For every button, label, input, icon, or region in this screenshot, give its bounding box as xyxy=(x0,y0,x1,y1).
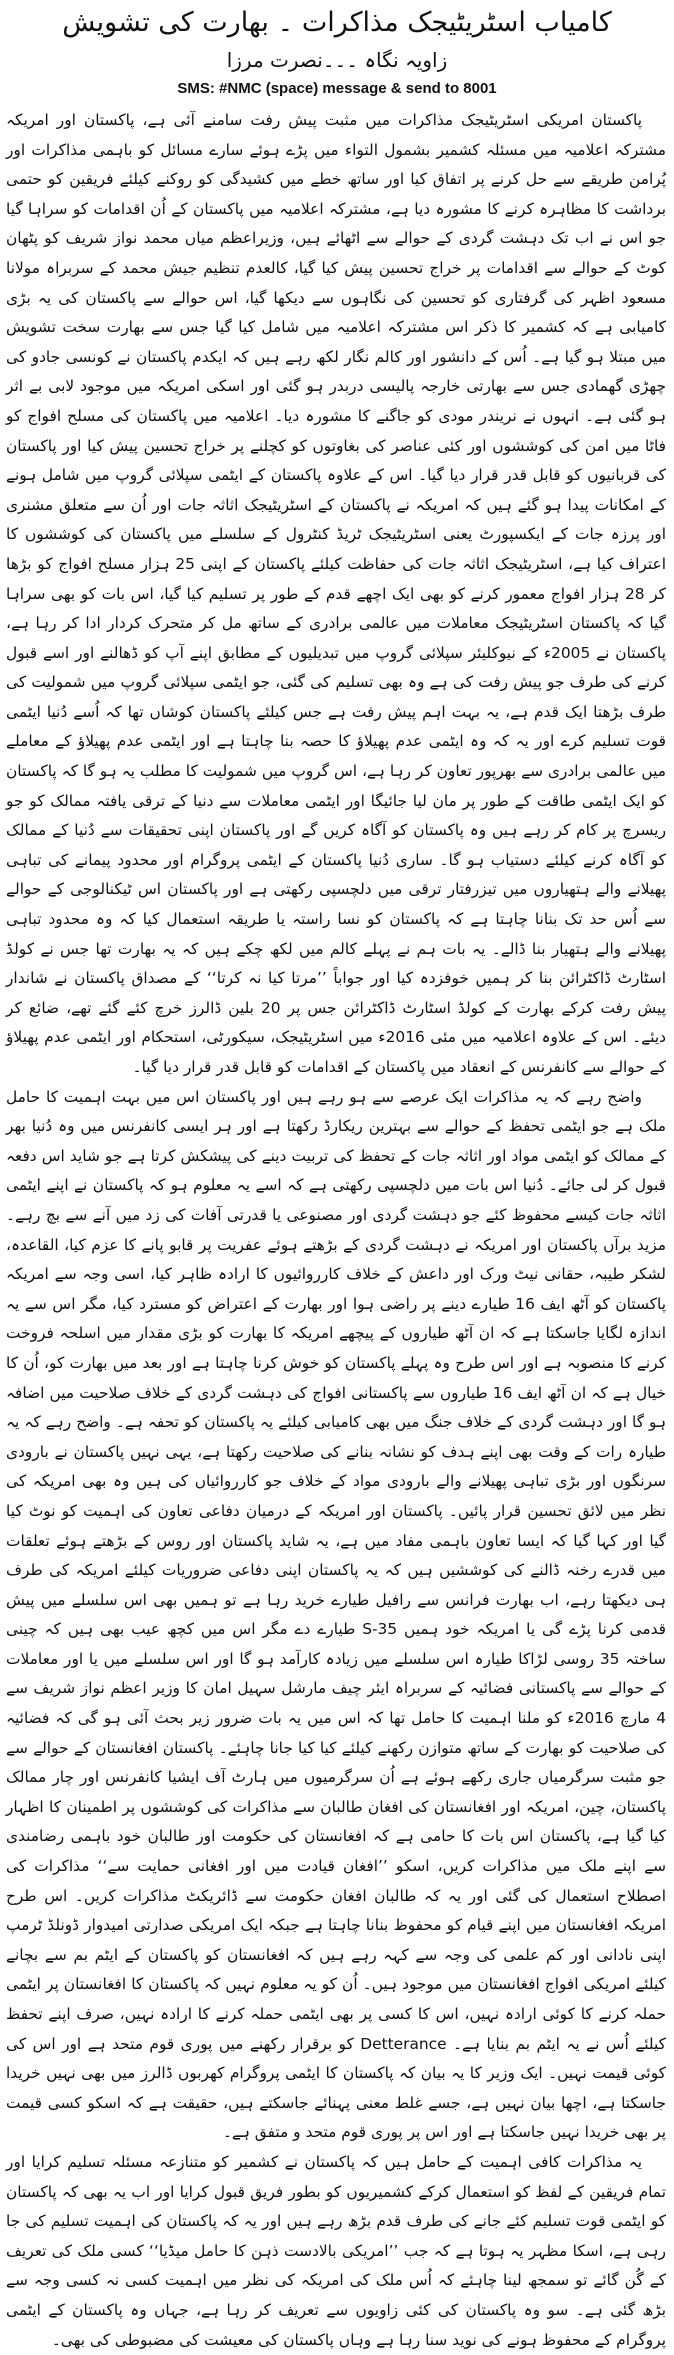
author-byline: زاویہ نگاہ ۔۔۔نصرت مرزا xyxy=(226,48,448,72)
article-paragraph: یہ مذاکرات کافی اہمیت کے حامل ہیں کہ پاکستان نے کشمیر کو متنازعہ مسئلہ تسلیم کرایا اور تمام فریقین کے لفظ کو استعمال کرکے کشمیریوں کو بطور فریق قبول کرایا اور اب یہ بھی کہ پاکستان کو ایٹمی قوت تسلیم کئے جانے کی طرف قدم بڑھ رہے ہیں اور یہ کہ پاکستان کی اہمیت تسلیم کی جا رہی ہے، اسکا مظہر یہ ہوتا ہے کہ جب ’’امریکی بالادست ذہن کا حامل میڈیا‘‘ کسی ملک کی تعریف کے گُن گائے تو سمجھ لینا چاہئے کہ اُس ملک کی امریکہ کی نظر میں اہمیت کسی نہ کسی وجہ سے بڑھ گئی ہے۔ سو وہ پاکستان کی کئی زاویوں سے تعریف کر رہا ہے، جہاں وہ پاکستان کے ایٹمی پروگرام کے محفوظ ہونے کی نوید سنا رہا ہے وہاں پاکستان کی معیشت کی مضبوطی کی بھی۔ xyxy=(6,2152,666,2349)
article-body xyxy=(6,106,667,2349)
sms-notice: SMS: #NMC (space) message & send to 8001 xyxy=(177,80,497,97)
article-title: کامیاب اسٹریٹیجک مذاکرات ۔ بھارت کی تشویش xyxy=(62,7,612,38)
article-paragraph: پاکستان امریکی اسٹریٹیجک مذاکرات میں مثبت پیش رفت سامنے آئی ہے، پاکستان اور امریکہ مشترکہ اعلامیہ میں مسئلہ کشمیر بشمول التواء میں پڑے ہوئے سارے مسائل کو باہمی مذاکرات اور پُرامن طریقے سے حل کرنے پر اتفاق کیا اور ساتھ خطے میں کشیدگی کو روکنے کیلئے فریقین کو حتمی برداشت کا مظاہرہ کرنے کا مشورہ دیا ہے، مشترکہ اعلامیہ میں پاکستان کے اُن اقدامات کو سراہا گیا جو اس نے اب تک دہشت گردی کے حوالے سے اٹھائے ہیں، وزیراعظم میاں محمد نواز شریف کو پٹھان کوٹ کے حوالے سے اقدامات پر خراج تحسین پیش کیا گیا، کالعدم تنظیم جیش محمد کے سربراہ مولانا مسعود اظہر کی گرفتاری کو تحسین کی نگاہوں سے دیکھا گیا، اس حوالے سے پاکستان کی یہ بڑی کامیابی ہے کہ کشمیر کا ذکر اس مشترکہ اعلامیہ میں شامل کیا گیا جس سے بھارت سخت تشویش میں مبتلا ہو گیا ہے۔ اُس کے دانشور اور کالم نگار لکھ رہے ہیں کہ ایکدم پاکستان نے کونسی جادو کی چھڑی گھمادی جس سے بھارتی خارجہ پالیسی دربدر ہو گئی اور اسکی امریکہ میں موجود لابی بے اثر ہو گئی ہے۔ انہوں نے نریندر مودی کو جاگنے کا مشورہ دیا۔ اعلامیہ میں پاکستان کی مسلح افواج کو فاٹا میں امن کی کوششوں اور کئی عناصر کی بغاوتوں کو کچلنے پر خراج تحسین پیش کیا اور پاکستان کی قربانیوں کو قابل قدر قرار دیا گیا۔ اس کے علاوہ پاکستان کے ایٹمی سپلائی گروپ میں شامل ہونے کے امکانات پیدا ہو گئے ہیں کہ امریکہ نے پاکستان کے اسٹریٹیجک اثاثہ جات اور اُن سے متعلق مشنری اور پرزہ جات کے ایکسپورٹ یعنی اسٹریٹیجک ٹریڈ کنٹرول کے سلسلے میں پاکستان کی کوششوں کا اعتراف کیا ہے، اسٹریٹیجک اثاثہ جات کی حفاظت کیلئے پاکستان کے اپنی 25 ہزار مسلح افواج کو بڑھا کر 28 ہزار افواج معمور کرنے کو بھی ایک اچھے قدم کے طور پر تسلیم کیا گیا، اس بات کو بھی سراہا گیا کہ پاکستان اسٹریٹیجک معاملات میں عالمی برادری کے ساتھ مل کر متحرک کردار ادا کر رہا ہے، پاکستان نے 2005ء کے نیوکلیئر سپلائی گروپ میں تبدیلیوں کے مطابق اپنے آپ کو ڈھالنے اور اسے قبول کرنے کی طرف جو پیش رفت کی ہے وہ بھی تسلیم کی گئی، جو ایٹمی سپلائی گروپ میں شمولیت کی طرف بڑھتا ایک قدم ہے، یہ بہت اہم پیش رفت ہے جس کیلئے پاکستان کوشاں تھا کہ اُسے دُنیا ایٹمی قوت تسلیم کرے اور یہ کہ وہ ایٹمی عدم پھیلاؤ کا حصہ بنا چاہتا ہے اور ایٹمی عدم پھیلاؤ کے معاملے میں عالمی برادری سے بھرپور تعاون کر رہا ہے، اس گروپ میں شمولیت کا مطلب یہ ہو گا کہ پاکستان کو ایک ایٹمی طاقت کے طور پر مان لیا جائیگا اور ایٹمی معاملات سے دنیا کے ترقی یافتہ ممالک کو جو ریسرچ پر کام کر رہے ہیں وہ پاکستان کو آگاہ کریں گے اور پاکستان اپنی تحقیقات سے دُنیا کے ممالک کو آگاہ کرنے کیلئے دستیاب ہو گا۔ ساری دُنیا پاکستان کے ایٹمی پروگرام اور محدود پیمانے کی تباہی پھیلانے والے ہتھیاروں میں تیزرفتار ترقی میں دلچسپی رکھتی ہے اور پاکستان اس ٹیکنالوجی کے حوالے سے اُس حد تک بنانا چاہتا ہے کہ پاکستان کو نسا راستہ یا طریقہ استعمال کیا کہ وہ محدود تباہی پھیلانے والے ہتھیار بنا ڈالے۔ یہ بات ہم نے پہلے کالم میں لکھ چکے ہیں کہ یہ بھارت تھا جس نے کولڈ اسٹارٹ ڈاکٹرائن بنا کر ہمیں خوفزدہ کیا اور جواباً ’’مرتا کیا نہ کرتا‘‘ کے مصداق پاکستان نے شاندار پیش رفت کرکے بھارت کے کولڈ اسٹارٹ ڈاکٹرائن جس پر 20 بلین ڈالرز خرچ کئے گئے تھے، ضائع کر دیئے۔ اس کے علاوہ اعلامیہ میں مئی 2016ء میں اسٹریٹیجک، سیکورٹی، استحکام اور ایٹمی عدم پھیلاؤ کے حوالے سے کانفرنس کے انعقاد میں پاکستان کے اقدامات کو قابل قدر قرار دیا گیا۔ xyxy=(6,111,667,1076)
article-paragraph: واضح رہے کہ یہ مذاکرات ایک عرصے سے ہو رہے ہیں اور پاکستان اس میں بہت اہمیت کا حامل ملک ہے جو ایٹمی تحفظ کے حوالے سے بہترین ریکارڈ رکھتا ہے اور ہر ایسی کانفرنس میں وہ دُنیا بھر کے ممالک کو ایٹمی مواد اور اثاثہ جات کے تحفظ کی تربیت دینے کی پیشکش کرتا ہے جو شاید اس دفعہ قبول کر لی جائے۔ دُنیا اس بات میں دلچسپی رکھتی ہے کہ اسے یہ معلوم ہو کہ پاکستان نے اپنے ایٹمی اثاثہ جات کیسے محفوظ کئے جو دہشت گردی اور مصنوعی یا قدرتی آفات کی زد میں آنے سے بچ رہے۔ مزید برآں پاکستان اور امریکہ نے دہشت گردی کے بڑھتے ہوئے عفریت پر قابو پانے کا عزم کیا، القاعدہ، لشکر طیبہ، حقانی نیٹ ورک اور داعش کے خلاف کارروائیوں کا ارادہ ظاہر کیا، اسی وجہ سے امریکہ پاکستان کو آٹھ ایف 16 طیارے دینے پر راضی ہوا اور بھارت کے اعتراض کو مسترد کیا، مگر اس سے یہ اندازہ لگایا جاسکتا ہے کہ ان آٹھ طیاروں کے پیچھے امریکہ کا بھارت کو بڑی مقدار میں اسلحہ فروخت کرنے کا منصوبہ ہے اور اس طرح وہ پہلے پاکستان کو خوش کرنا چاہتا ہے اور بعد میں بھارت کو، اُن کا خیال ہے کہ ان آٹھ ایف 16 طیاروں سے پاکستانی افواج کی دہشت گردی کے خلاف صلاحیت میں اضافہ ہو گا اور دہشت گردی کے خلاف جنگ میں بھی کامیابی کیلئے یہ پاکستان کو تحفہ ہے۔ واضح رہے کہ یہ طیارہ رات کے وقت بھی اپنے ہدف کو نشانہ بنانے کی صلاحیت رکھتا ہے، یہی نہیں پاکستان نے بارودی سرنگوں اور بڑی تباہی پھیلانے والے بارودی مواد کے خلاف جو کارروائیاں کی ہیں وہ بھی امریکہ کی نظر میں لائق تحسین قرار پائیں۔ پاکستان اور امریکہ کے درمیان دفاعی تعاون کی اہمیت کو نوٹ کیا گیا اور کہا گیا کہ ایسا تعاون باہمی مفاد میں ہے، یہ شاید پاکستان اور روس کے بڑھتے ہوئے تعلقات میں قدرے رخنہ ڈالنے کی کوششیں ہیں کہ یہ پاکستان اپنی دفاعی ضروریات کیلئے امریکہ کی طرف ہی دیکھتا رہے، اب بھارت فرانس سے رافیل طیارے خرید رہا ہے تو ہمیں بھی اس سلسلے میں پیش قدمی کرنا پڑے گی یا امریکہ خود ہمیں S-35 طیارے دے مگر اس میں کچھ عیب بھی ہیں کہ چینی ساختہ 35 روسی لڑاکا طیارہ اس سلسلے میں زیادہ کارآمد ہو گا اور اس سلسلے میں یا اور معاملات کے حوالے سے پاکستانی فضائیہ کے سربراہ ایئر چیف مارشل سہیل امان کا وزیر اعظم نواز شریف سے 4 مارچ 2016ء کو ملنا اہمیت کا حامل تھا کہ اس میں یہ بات ضرور زیر بحث آئی ہو گی کہ فضائیہ کی صلاحیت کو بھارت کے ساتھ متوازن رکھنے کیلئے کیا کیا جانا چاہئے۔ پاکستان افغانستان کے حوالے سے جو مثبت سرگرمیاں جاری رکھے ہوئے ہے اُن سرگرمیوں میں ہارٹ آف ایشیا کانفرنس اور چار ممالک پاکستان، چین، امریکہ اور افغانستان کی افغان طالبان سے مذاکرات کی کوششوں پر اطمینان کا اظہار کیا گیا ہے، پاکستان اس بات کا حامی ہے کہ افغانستان کی حکومت اور طالبان خود باہمی رضامندی سے اپنے ملک میں مذاکرات کریں، اسکو ’’افغان قیادت میں اور افغانی حمایت سے‘‘ مذاکرات کی اصطلاح استعمال کی گئی اور یہ کہ طالبان افغان حکومت سے ڈائریکٹ مذاکرات کریں۔ اس طرح امریکہ افغانستان میں اپنے قیام کو محفوظ بنانا چاہتا ہے جبکہ ایک امریکی صدارتی امیدوار ڈونلڈ ٹرمپ اپنی نادانی اور کم علمی کی وجہ سے کہہ رہے ہیں کہ افغانستان کو پاکستان کے ایٹم بم سے بچانے کیلئے امریکی افواج افغانستان میں موجود ہیں۔ اُن کو یہ معلوم نہیں کہ پاکستان کا افغانستان پر ایٹمی حملہ کرنے کا کوئی ارادہ نہیں، اس کا کسی پر بھی ایٹمی حملہ کرنے کا ارادہ نہیں، صرف اپنے تحفظ کیلئے اُس نے یہ ایٹم بم بنایا ہے۔ Detterance کو برقرار رکھنے میں پوری قوم متحد ہے اور اس کی کوئی قیمت نہیں۔ ایک وزیر کا یہ بیان کہ پاکستان کا ایٹمی پروگرام کھربوں ڈالرز میں بھی نہیں خریدا جاسکتا ہے، اچھا بیان نہیں ہے، جسے غلط معنی پہنائے جاسکتے ہیں، حقیقت ہے کہ اسکو کسی قیمت پر بھی خریدا نہیں جاسکتا ہے اور اس پر پوری قوم متحد و متفق ہے۔ xyxy=(6,1087,667,2142)
